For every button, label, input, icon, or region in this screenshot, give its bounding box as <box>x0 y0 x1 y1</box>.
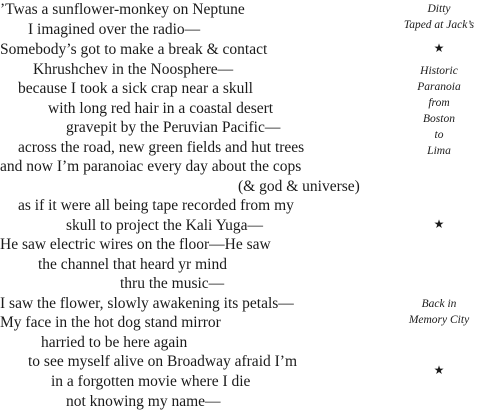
margin-note-memory-line: Back in <box>421 298 457 310</box>
margin-note-ditty-line: Ditty <box>427 3 451 15</box>
star-ornament-icon: ★ <box>433 41 445 55</box>
poem-line: (& god & universe) <box>238 178 360 195</box>
poem-line: harried to be here again <box>41 334 188 351</box>
poem-line: with long red hair in a coastal desert <box>48 100 274 117</box>
poem-line: as if it were all being tape recorded from my <box>18 197 294 214</box>
poem-line: across the road, new green fields and hut trees <box>18 139 305 156</box>
margin-note-paranoia-line: to <box>434 129 444 141</box>
poem-line: thru the music— <box>120 275 225 292</box>
margin-note-paranoia-line: Paranoia <box>417 81 461 93</box>
poem-line: I saw the flower, slowly awakening its petals— <box>0 295 294 312</box>
margin-note-paranoia-line: Boston <box>423 113 455 125</box>
poem-line: Somebody’s got to make a break & contact <box>0 41 268 58</box>
poem-line: not knowing my name— <box>66 393 221 410</box>
poem-line: Khrushchev in the Noosphere— <box>33 61 234 78</box>
poem-line: the channel that heard yr mind <box>38 256 227 273</box>
poem-line: in a forgotten movie where I die <box>51 373 251 390</box>
poem-line: because I took a sick crap near a skull <box>18 80 253 97</box>
poem-line: to see myself alive on Broadway afraid I’m <box>28 353 298 370</box>
margin-note-paranoia-line: Lima <box>427 145 451 157</box>
poem-line: He saw electric wires on the floor—He saw <box>0 236 271 253</box>
poem-line: skull to project the Kali Yuga— <box>66 217 264 234</box>
poem-line: I imagined over the radio— <box>28 21 201 38</box>
margin-notes <box>395 0 483 415</box>
poem-line: and now I’m paranoiac every day about the cops <box>0 158 302 175</box>
poem-line: My face in the hot dog stand mirror <box>0 314 221 331</box>
star-ornament-icon: ★ <box>433 217 445 231</box>
margin-note-ditty-line: Taped at Jack’s <box>403 19 475 31</box>
margin-note-memory-line: Memory City <box>408 314 470 326</box>
poem-line: gravepit by the Peruvian Pacific— <box>66 119 281 136</box>
poem-line: ’Twas a sunflower-monkey on Neptune <box>0 1 245 18</box>
star-ornament-icon: ★ <box>433 363 445 377</box>
margin-note-paranoia-line: Historic <box>420 65 458 77</box>
margin-note-paranoia-line: from <box>428 97 450 109</box>
